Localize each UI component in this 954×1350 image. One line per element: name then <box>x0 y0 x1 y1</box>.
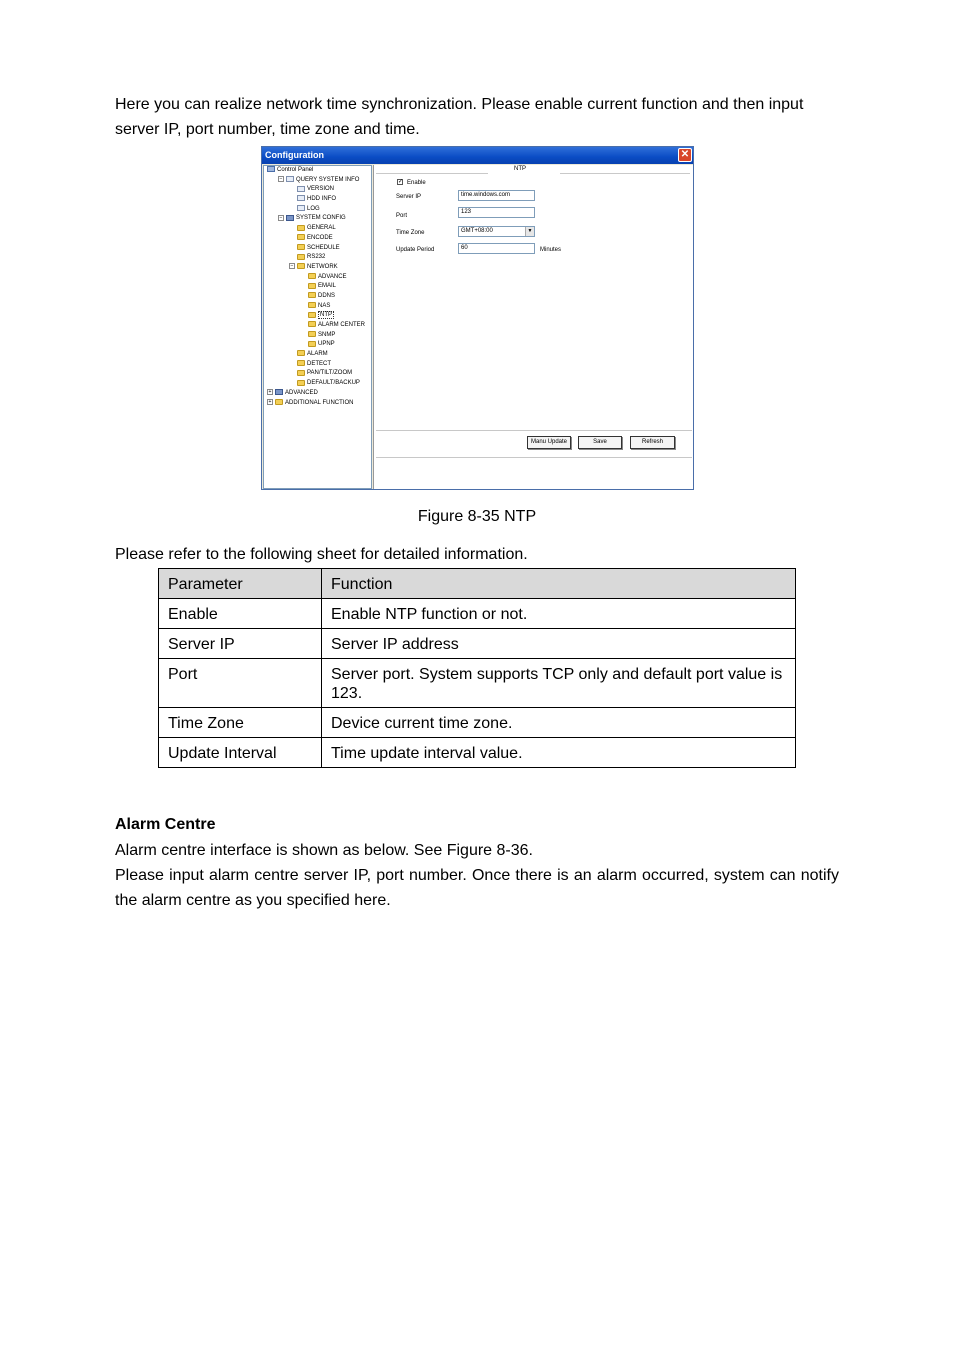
doc-icon <box>286 176 294 182</box>
parameter-cell: Port <box>159 659 322 708</box>
ntp-panel <box>373 165 693 489</box>
config-tree <box>263 165 372 489</box>
tree-item[interactable] <box>264 399 371 409</box>
tree-item[interactable] <box>264 176 371 186</box>
tree-item-label: LOG <box>307 205 320 212</box>
folder-icon <box>297 380 305 386</box>
table-row <box>159 599 796 629</box>
function-cell: Server port. System supports TCP only and default port value is 123. <box>322 659 796 708</box>
parameter-cell: Enable <box>159 599 322 629</box>
folder-icon <box>297 360 305 366</box>
server-ip-label: Server IP <box>396 194 422 200</box>
tree-item[interactable] <box>264 340 371 350</box>
separator-bottom <box>376 457 692 458</box>
tree-item[interactable] <box>264 273 371 283</box>
configuration-window <box>261 146 694 490</box>
group-line-left <box>376 173 488 174</box>
tree-item-label: ADVANCED <box>285 389 318 396</box>
tree-item[interactable] <box>264 244 371 254</box>
parameter-cell: Time Zone <box>159 708 322 738</box>
update-period-input[interactable]: 60 <box>458 243 535 254</box>
folder-icon <box>297 370 305 376</box>
folder-icon <box>308 341 316 347</box>
folder-icon <box>297 244 305 250</box>
time-zone-value: GMT+08:00 <box>461 228 493 234</box>
tree-item-label: RS232 <box>307 254 326 261</box>
collapse-icon[interactable]: − <box>279 176 283 183</box>
collapse-icon[interactable]: − <box>279 214 283 221</box>
tree-item[interactable] <box>264 185 371 195</box>
tree-item-label: DDNS <box>318 292 336 299</box>
function-cell: Server IP address <box>322 629 796 659</box>
tree-item-label: HDD INFO <box>307 196 336 203</box>
tree-item-label: SNMP <box>318 331 336 338</box>
tree-item[interactable] <box>264 166 371 176</box>
sheet-intro: Please refer to the following sheet for detailed information. <box>115 546 528 563</box>
folder-icon <box>308 331 316 337</box>
folder-icon <box>308 292 316 298</box>
tree-item-label: SYSTEM CONFIG <box>296 215 346 222</box>
tree-item[interactable] <box>264 205 371 215</box>
tree-item[interactable] <box>264 263 371 273</box>
ntp-group-title: NTP <box>514 166 526 172</box>
alarm-paragraph-2: Please input alarm centre server IP, port number. Once there is an alarm occurred, system can notify the alarm centre as you specified here. <box>115 867 839 909</box>
folder-icon <box>297 350 305 356</box>
tree-item-label: EMAIL <box>318 283 337 290</box>
tree-item-label: DEFAULT/BACKUP <box>307 380 360 387</box>
table-row <box>159 629 796 659</box>
folder-icon <box>308 302 316 308</box>
folder-icon <box>297 234 305 240</box>
header-function: Function <box>322 569 796 599</box>
close-icon[interactable]: ✕ <box>678 148 692 162</box>
table-row <box>159 738 796 768</box>
folder-icon <box>308 312 316 318</box>
parameter-table <box>158 568 796 768</box>
pc-icon <box>267 166 275 172</box>
tree-item[interactable] <box>264 311 371 321</box>
separator-top <box>376 430 692 431</box>
port-input[interactable]: 123 <box>458 207 535 218</box>
folder-icon <box>297 254 305 260</box>
doc-icon <box>297 186 305 192</box>
folder-icon <box>297 263 305 269</box>
tree-item[interactable] <box>264 360 371 370</box>
tree-item-label: NTP <box>320 312 332 319</box>
enable-checkbox[interactable]: ✓ <box>398 179 404 185</box>
tool-icon <box>275 389 283 395</box>
group-line-right <box>560 173 690 174</box>
function-cell: Time update interval value. <box>322 738 796 768</box>
tree-item[interactable] <box>264 331 371 341</box>
intro-line-1: Here you can realize network time synchronization. Please enable current function and then input <box>115 96 804 113</box>
parameter-cell: Server IP <box>159 629 322 659</box>
tree-item[interactable] <box>264 282 371 292</box>
window-titlebar <box>262 147 693 164</box>
port-label: Port <box>396 213 408 219</box>
function-cell: Enable NTP function or not. <box>322 599 796 629</box>
tree-item[interactable] <box>264 224 371 234</box>
table-row <box>159 659 796 708</box>
tree-item-label: ALARM <box>307 351 328 358</box>
tree-item-label: ADDITIONAL FUNCTION <box>285 399 354 406</box>
enable-label: Enable <box>407 180 426 186</box>
tree-item[interactable] <box>264 321 371 331</box>
tree-item[interactable] <box>264 195 371 205</box>
alarm-line-1: Alarm centre interface is shown as below. See Figure 8-36. <box>115 842 533 859</box>
manu-update-button[interactable]: Manu Update <box>527 436 571 449</box>
tree-item-label: ADVANCE <box>318 273 347 280</box>
tree-item-label: NETWORK <box>307 263 338 270</box>
tree-item-label: Control Panel <box>277 167 314 173</box>
header-parameter: Parameter <box>159 569 322 599</box>
tool-icon <box>286 215 294 221</box>
time-zone-label: Time Zone <box>396 230 425 236</box>
window-title: Configuration <box>265 150 324 160</box>
tree-item[interactable] <box>264 369 371 379</box>
folder-icon <box>308 283 316 289</box>
tree-item[interactable] <box>264 302 371 312</box>
tree-item-label: SCHEDULE <box>307 244 340 251</box>
table-header-row <box>159 569 796 599</box>
tree-item[interactable] <box>264 389 371 399</box>
tree-item-label: ALARM CENTER <box>318 322 366 328</box>
tree-item-label: ENCODE <box>307 234 333 241</box>
chevron-down-icon[interactable]: ▼ <box>525 227 534 236</box>
minutes-label: Minutes <box>540 247 562 253</box>
time-zone-select[interactable] <box>458 226 535 237</box>
expand-icon[interactable]: + <box>268 398 272 405</box>
figure-caption: Figure 8-35 NTP <box>417 508 537 525</box>
table-row <box>159 708 796 738</box>
tree-item[interactable] <box>264 253 371 263</box>
tree-item-label: QUERY SYSTEM INFO <box>296 176 360 183</box>
refresh-button[interactable]: Refresh <box>630 436 675 449</box>
doc-icon <box>297 205 305 211</box>
folder-icon <box>308 321 316 327</box>
folder-icon <box>297 225 305 231</box>
parameter-cell: Update Interval <box>159 738 322 768</box>
folder-icon <box>308 273 316 279</box>
tree-item[interactable] <box>264 379 371 389</box>
tree-item[interactable] <box>264 292 371 302</box>
expand-icon[interactable]: + <box>268 389 272 396</box>
alarm-centre-heading: Alarm Centre <box>115 816 216 833</box>
save-button[interactable]: Save <box>578 436 622 449</box>
tree-item-label: PAN/TILT/ZOOM <box>307 370 353 377</box>
folder-icon <box>275 399 283 405</box>
collapse-icon[interactable]: − <box>290 263 294 270</box>
tree-item[interactable] <box>264 234 371 244</box>
tree-item-label: VERSION <box>307 186 335 193</box>
tree-item-label: DETECT <box>307 360 331 367</box>
update-period-label: Update Period <box>396 247 435 253</box>
tree-item[interactable] <box>264 350 371 360</box>
tree-item[interactable] <box>264 214 371 224</box>
tree-item-label: GENERAL <box>307 225 336 232</box>
server-ip-input[interactable]: time.windows.com <box>458 190 535 201</box>
function-cell: Device current time zone. <box>322 708 796 738</box>
intro-line-2: server IP, port number, time zone and time. <box>115 121 420 138</box>
doc-icon <box>297 195 305 201</box>
tree-item-label: NAS <box>318 302 331 309</box>
tree-item-label: UPNP <box>318 341 335 348</box>
